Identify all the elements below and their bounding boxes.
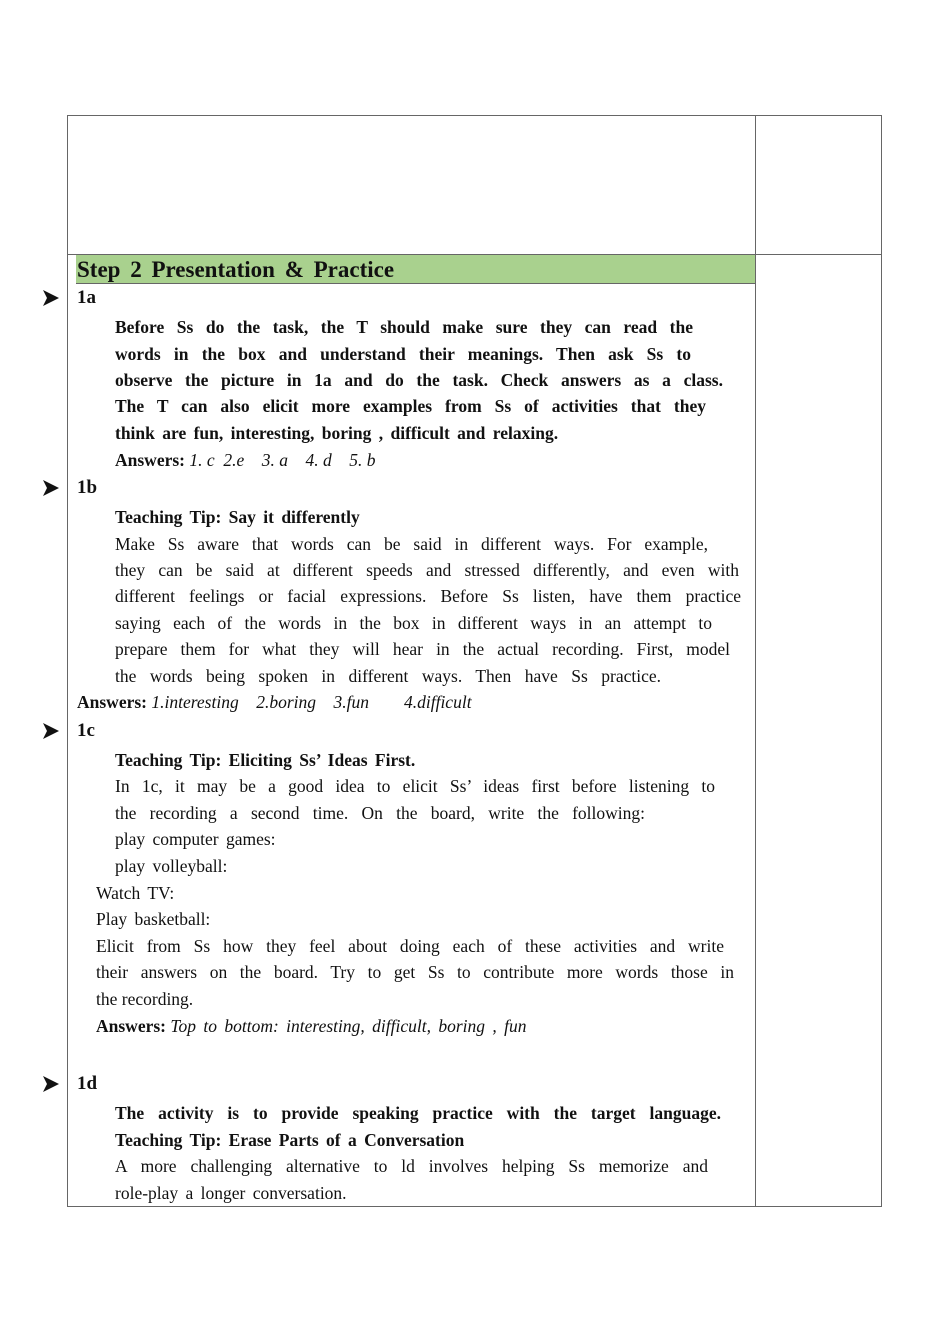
s1b-line: the words being spoken in different ways. Then have Ss practice. (115, 666, 661, 686)
s1a-line: observe the picture in 1a and do the task. Check answers as a class. (115, 370, 723, 390)
teaching-tip: Teaching Tip: Say it differently (115, 507, 360, 527)
teaching-tip: Teaching Tip: Eliciting Ss’ Ideas First. (115, 750, 416, 770)
answers-text: 1.interesting 2.boring 3.fun 4.difficult (151, 692, 472, 712)
teaching-tip: Teaching Tip: Erase Parts of a Conversation (115, 1130, 465, 1150)
section-heading-1c: 1c (77, 720, 95, 741)
arrow-bullet-icon (42, 1075, 60, 1093)
s1c-line: In 1c, it may be a good idea to elicit Ss’ ideas first before listening to (115, 776, 715, 796)
s1c-line: Watch TV: (96, 883, 175, 903)
answers-label: Answers: (77, 692, 147, 712)
s1c-line: the recording a second time. On the board, write the following: (115, 803, 645, 823)
s1b-line: saying each of the words in the box in different ways in an attempt to (115, 613, 712, 633)
lesson-table (67, 115, 882, 1207)
s1a-line: The T can also elicit more examples from Ss of activities that they (115, 396, 706, 416)
section-heading-1a: 1a (77, 287, 96, 308)
section-heading-1d: 1d (77, 1073, 98, 1094)
s1c-line: Play basketball: (96, 909, 211, 929)
answers-label: Answers: (115, 450, 185, 470)
answers-label: Answers: (96, 1016, 166, 1036)
s1c-line: their answers on the board. Try to get Ss to contribute more words those in (96, 962, 734, 982)
s1d-line: A more challenging alternative to ld involves helping Ss memorize and (115, 1156, 708, 1176)
s1b-line: Make Ss aware that words can be said in different ways. For example, (115, 534, 708, 554)
answers-text: 1. c 2.e 3. a 4. d 5. b (189, 450, 376, 470)
arrow-bullet-icon (42, 479, 60, 497)
s1c-line: play volleyball: (115, 856, 228, 876)
section-heading-1b: 1b (77, 477, 98, 498)
s1a-line: Before Ss do the task, the T should make sure they can read the (115, 317, 693, 337)
column-divider (755, 116, 756, 1206)
s1b-answers (77, 691, 472, 713)
step-header (76, 255, 755, 284)
s1b-line: different feelings or facial expressions. Before Ss listen, have them practice (115, 586, 741, 606)
arrow-bullet-icon (42, 289, 60, 307)
s1b-line: prepare them for what they will hear in the actual recording. First, model (115, 639, 730, 659)
s1a-answers (115, 449, 376, 471)
s1b-line: they can be said at different speeds and stressed differently, and even with (115, 560, 739, 580)
arrow-bullet-icon (42, 722, 60, 740)
s1d-line: The activity is to provide speaking practice with the target language. (115, 1103, 721, 1123)
step-title: Step 2 Presentation & Practice (77, 257, 395, 282)
s1d-line: role-play a longer conversation. (115, 1183, 347, 1203)
s1c-line: the recording. (96, 989, 194, 1009)
s1a-line: think are fun, interesting, boring , difficult and relaxing. (115, 423, 559, 443)
s1c-answers (96, 1015, 526, 1037)
s1a-line: words in the box and understand their meanings. Then ask Ss to (115, 344, 691, 364)
s1c-line: play computer games: (115, 829, 276, 849)
s1c-line: Elicit from Ss how they feel about doing each of these activities and write (96, 936, 724, 956)
answers-text: Top to bottom: interesting, difficult, boring , fun (170, 1016, 527, 1036)
